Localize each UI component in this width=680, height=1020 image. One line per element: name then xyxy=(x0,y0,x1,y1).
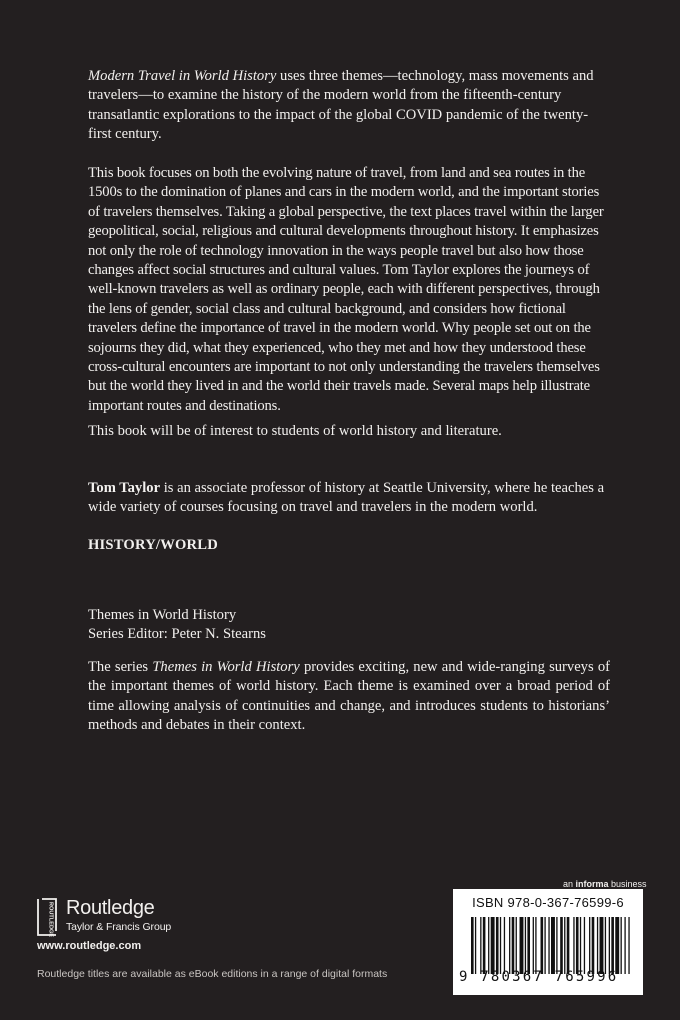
barcode-bar xyxy=(573,917,574,974)
author-name: Tom Taylor xyxy=(88,480,161,496)
barcode-bar xyxy=(504,917,505,974)
barcode-bar xyxy=(496,917,499,974)
barcode-bar xyxy=(609,917,610,974)
barcode-bar xyxy=(551,917,555,974)
barcode-bar xyxy=(567,917,570,974)
publisher-url: www.routledge.com xyxy=(37,940,142,952)
audience-paragraph: This book will be of interest to students of world history and literature. xyxy=(88,423,502,439)
intro-text: uses three themes—technology, mass movements and travelers—to examine the history of the modern world from the fifteenth-century transatlantic explorations to the impact of the global COVID pandemic of the twenty-first century. xyxy=(88,68,594,143)
barcode-bar xyxy=(615,917,619,974)
barcode-bar xyxy=(624,917,625,974)
barcode-bars xyxy=(471,917,631,974)
author-bio: is an associate professor of history at Seattle University, where he teaches a wide variety of courses focusing on travel and travelers in the modern world. xyxy=(88,480,605,516)
informa-brand: informa xyxy=(575,879,609,889)
barcode-bar xyxy=(509,917,510,974)
barcode-bar xyxy=(535,917,536,974)
barcode-bar xyxy=(548,917,549,974)
barcode-bar xyxy=(556,917,557,974)
barcode-bar xyxy=(488,917,489,974)
series-name-italic: Themes in World History xyxy=(152,659,300,675)
author-bio-paragraph xyxy=(88,479,610,518)
barcode-digits: 9 780367 765996 xyxy=(459,969,619,985)
book-title: Modern Travel in World History xyxy=(88,68,277,84)
barcode-bar xyxy=(512,917,515,974)
barcode-bar xyxy=(611,917,614,974)
barcode-bar xyxy=(584,917,585,974)
subject-category: HISTORY/WORLD xyxy=(88,537,218,553)
barcode-bar xyxy=(525,917,526,974)
barcode-bar xyxy=(597,917,598,974)
barcode-bar xyxy=(600,917,604,974)
publisher-group: Taylor & Francis Group xyxy=(66,921,172,933)
barcode-panel xyxy=(453,889,643,995)
barcode-bar xyxy=(621,917,622,974)
description-paragraph: This book focuses on both the evolving nature of travel, from land and sea routes in the 1500s to the domination of planes and cars in the modern world, and the important stories of travelers themselves. Taking a global perspective, the text places travel within the larger geopolitical, social, religious and cultural developments throughout history. It emphasizes not only the role of technology innovation in the ways people travel but also how those changes affect social structures and cultural values. Tom Taylor explores the journeys of well-known travelers as well as ordinary people, each with different perspectives, through the lens of gender, social class and cultural background, and considers how fictional travelers define the importance of travel in the modern world. Why people set out on the sojourns they did, what they experienced, who they met and how they understood these cross-cultural encounters are important to not only understanding the travelers themselves but the world they lived in and the world their travels made. Several maps help illustrate important routes and destinations. xyxy=(88,165,604,414)
barcode-bar xyxy=(589,917,590,974)
series-desc-prefix: The series xyxy=(88,659,153,675)
series-title: Themes in World History xyxy=(88,607,237,623)
barcode-bar xyxy=(592,917,595,974)
barcode-bar xyxy=(480,917,481,974)
barcode-bar xyxy=(564,917,565,974)
barcode-bar xyxy=(628,917,629,974)
intro-paragraph xyxy=(88,67,610,145)
informa-tagline xyxy=(563,879,647,889)
informa-prefix: an xyxy=(563,879,576,889)
informa-suffix: business xyxy=(608,879,647,889)
series-description xyxy=(88,658,610,736)
barcode-bar xyxy=(580,917,581,974)
barcode-bar xyxy=(475,917,476,974)
barcode-bar xyxy=(605,917,606,974)
series-editor: Series Editor: Peter N. Stearns xyxy=(88,626,266,642)
barcode-bar xyxy=(500,917,501,974)
barcode-bar xyxy=(520,917,524,974)
isbn-label: ISBN 978-0-367-76599-6 xyxy=(472,895,624,910)
barcode-bar xyxy=(576,917,579,974)
publisher-name: Routledge xyxy=(66,897,155,919)
series-desc-text: provides exciting, new and wide-ranging surveys of the important themes of world history. Each theme is examined over a broad period of time allowing analysis of continuities and change, and introduces students to historians’ methods and debates in their context. xyxy=(88,659,611,734)
routledge-logo-icon xyxy=(36,897,58,937)
barcode-bar xyxy=(560,917,563,974)
barcode-bar xyxy=(491,917,495,974)
barcode-bar xyxy=(483,917,486,974)
logo-vertical-text: ROUTLEDGE xyxy=(47,902,54,937)
barcode-bar xyxy=(541,917,544,974)
barcode-bar xyxy=(533,917,534,974)
ebook-footnote: Routledge titles are available as eBook editions in a range of digital formats xyxy=(37,968,388,980)
barcode-bar xyxy=(516,917,517,974)
barcode-bar xyxy=(471,917,474,974)
barcode-bar xyxy=(527,917,530,974)
barcode-bar xyxy=(544,917,545,974)
